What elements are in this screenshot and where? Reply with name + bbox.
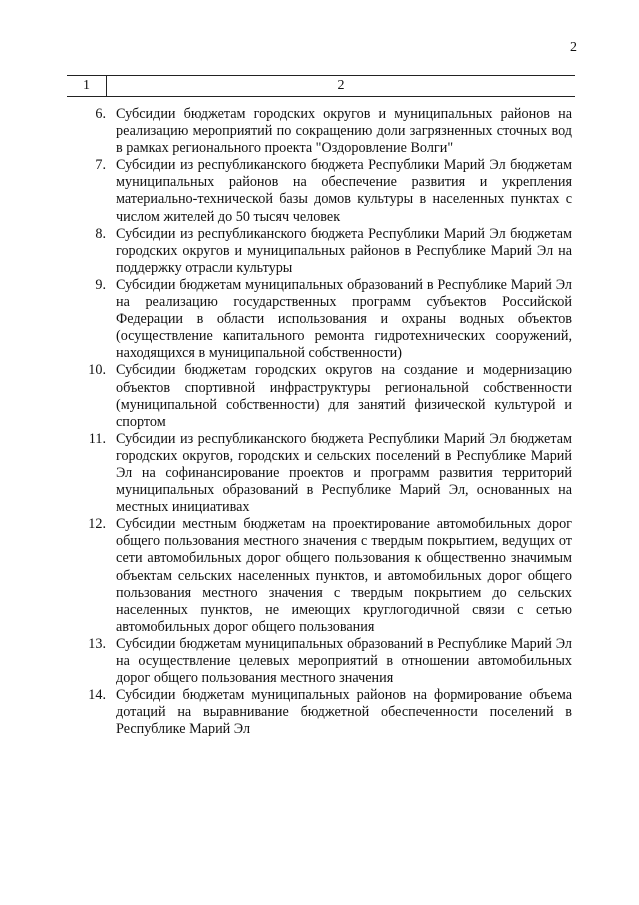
item-number: 7. [95,157,106,174]
item-text: Субсидии бюджетам муниципальных районов на формирование объема дотаций на выравнивание бюджетной обеспеченности поселений в Республике Марий Эл [116,687,572,738]
list-item [70,277,572,362]
item-number: 12. [88,516,106,533]
page-number: 2 [570,40,577,55]
item-text: Субсидии бюджетам муниципальных образований в Республике Марий Эл на реализацию государственных программ субъектов Российской Федерации в области использования и охраны водных объектов (осуществление капитального ремонта гидротехнических сооружений, находящихся в муниципальной собственности) [116,276,572,362]
item-number: 8. [95,225,106,242]
table-header [67,75,575,97]
item-text: Субсидии из республиканского бюджета Республики Марий Эл бюджетам городских округов и муниципальных районов в Республике Марий Эл на поддержку отрасли культуры [116,225,572,276]
item-number: 13. [88,635,106,652]
item-text: Субсидии из республиканского бюджета Республики Марий Эл бюджетам муниципальных районов на обеспечение развития и укрепления материально-технической базы домов культуры в населенных пунктах с числом жителей до 50 тысяч человек [116,157,572,225]
list-item [70,431,572,516]
subsidy-list [70,106,572,738]
item-text: Субсидии местным бюджетам на проектирование автомобильных дорог общего пользования местного значения с твердым покрытием, ведущих от сети автомобильных дорог общего пользования к общественно значимым объектам сельских населенных пунктов, и автомобильных дорог общего пользования местного значения с твердым покрытием до сельских населенных пунктов, не имеющих круглогодичной связи с сетью автомобильных дорог общего пользования [116,516,572,635]
item-number: 11. [88,430,106,447]
item-number: 9. [95,276,106,293]
list-item [70,636,572,687]
item-text: Субсидии бюджетам городских округов на создание и модернизацию объектов спортивной инфраструктуры региональной собственности (муниципальной собственности) для занятий физической культурой и спортом [116,362,572,430]
item-number: 14. [88,687,106,704]
table-header-col-1: 1 [67,76,107,96]
item-number: 10. [88,362,106,379]
item-text: Субсидии бюджетам городских округов и муниципальных районов на реализацию мероприятий по сокращению доли загрязненных сточных вод в рамках регионального проекта "Оздоровление Волги" [116,106,572,157]
list-item [70,687,572,738]
item-text: Субсидии из республиканского бюджета Республики Марий Эл бюджетам городских округов, городских и сельских поселений в Республике Марий Эл на софинансирование проектов и программ развития территорий муниципальных образований в Республике Марий Эл, основанных на местных инициативах [116,430,572,516]
table-header-col-2: 2 [337,78,345,93]
list-item [70,226,572,277]
item-number: 6. [95,106,106,122]
list-item [70,106,572,157]
list-item [70,362,572,430]
list-item [70,516,572,636]
list-item [70,157,572,225]
item-text: Субсидии бюджетам муниципальных образований в Республике Марий Эл на осуществление целевых мероприятий в отношении автомобильных дорог общего пользования местного значения [116,635,572,687]
